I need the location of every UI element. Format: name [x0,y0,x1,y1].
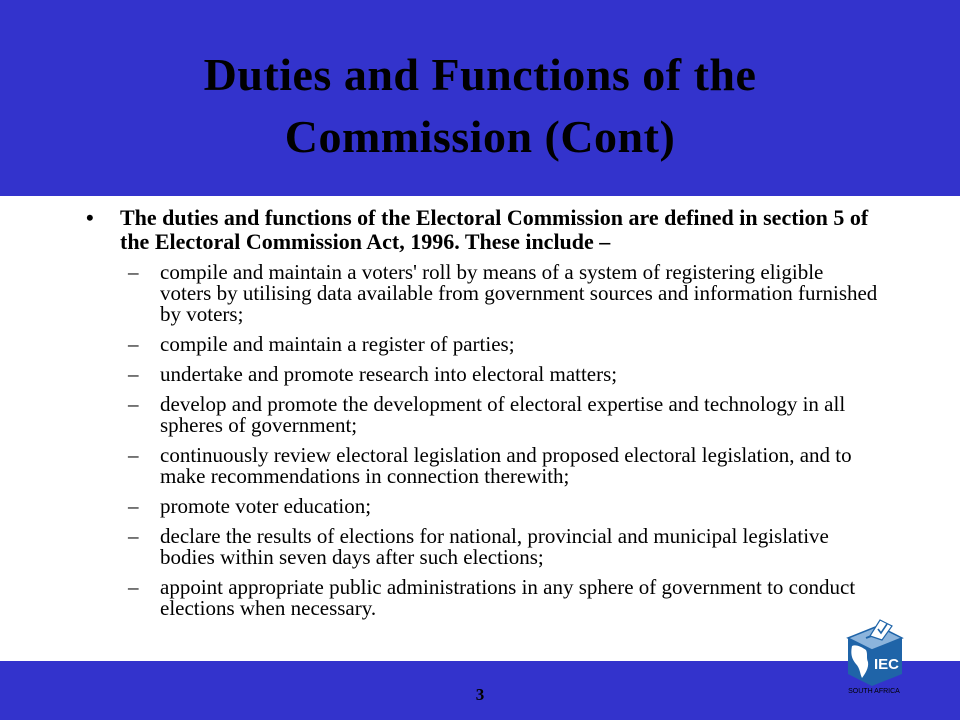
dash-icon: – [128,332,139,356]
list-item-text: continuously review electoral legislation and proposed electoral legislation, and to make recommendations in connection therewith; [160,443,852,488]
list-item [78,334,878,355]
logo-caption: SOUTH AFRICA [848,688,900,695]
list-item-text: compile and maintain a register of parties; [160,332,515,356]
slide-title [0,44,960,168]
intro-text: The duties and functions of the Electoral Commission are defined in section 5 of the Electoral Commission Act, 1996. These include – [120,205,869,254]
intro-bullet [78,206,878,254]
dash-icon: – [128,494,139,518]
list-item [78,445,878,487]
dash-icon: – [128,443,139,467]
list-item [78,394,878,436]
dash-icon: – [128,260,139,284]
list-item [78,526,878,568]
list-item-text: declare the results of elections for national, provincial and municipal legislative bodies within seven days after such elections; [160,524,829,569]
logo-text: IEC [874,656,900,673]
page-number: 3 [475,685,485,704]
list-item-text: undertake and promote research into electoral matters; [160,362,618,386]
list-item-text: compile and maintain a voters' roll by means of a system of registering eligible voters by utilising data available from government sources and information furnished by voters; [160,260,878,326]
list-item [78,364,878,385]
bullet-icon: • [86,205,94,230]
list-item-text: develop and promote the development of electoral expertise and technology in all spheres of government; [160,392,846,437]
list-item [78,496,878,517]
list-item [78,577,878,619]
dash-icon: – [128,362,139,386]
list-item [78,262,878,325]
dash-icon: – [128,392,139,416]
dash-icon: – [128,575,139,599]
dash-icon: – [128,524,139,548]
slide-title-line-2: Commission (Cont) [284,111,676,162]
slide-title-line-1: Duties and Functions of the [203,49,757,100]
slide-content [78,206,878,628]
duties-list [78,262,878,619]
list-item-text: promote voter education; [160,494,372,518]
list-item-text: appoint appropriate public administrations in any sphere of government to conduct elections when necessary. [160,575,856,620]
